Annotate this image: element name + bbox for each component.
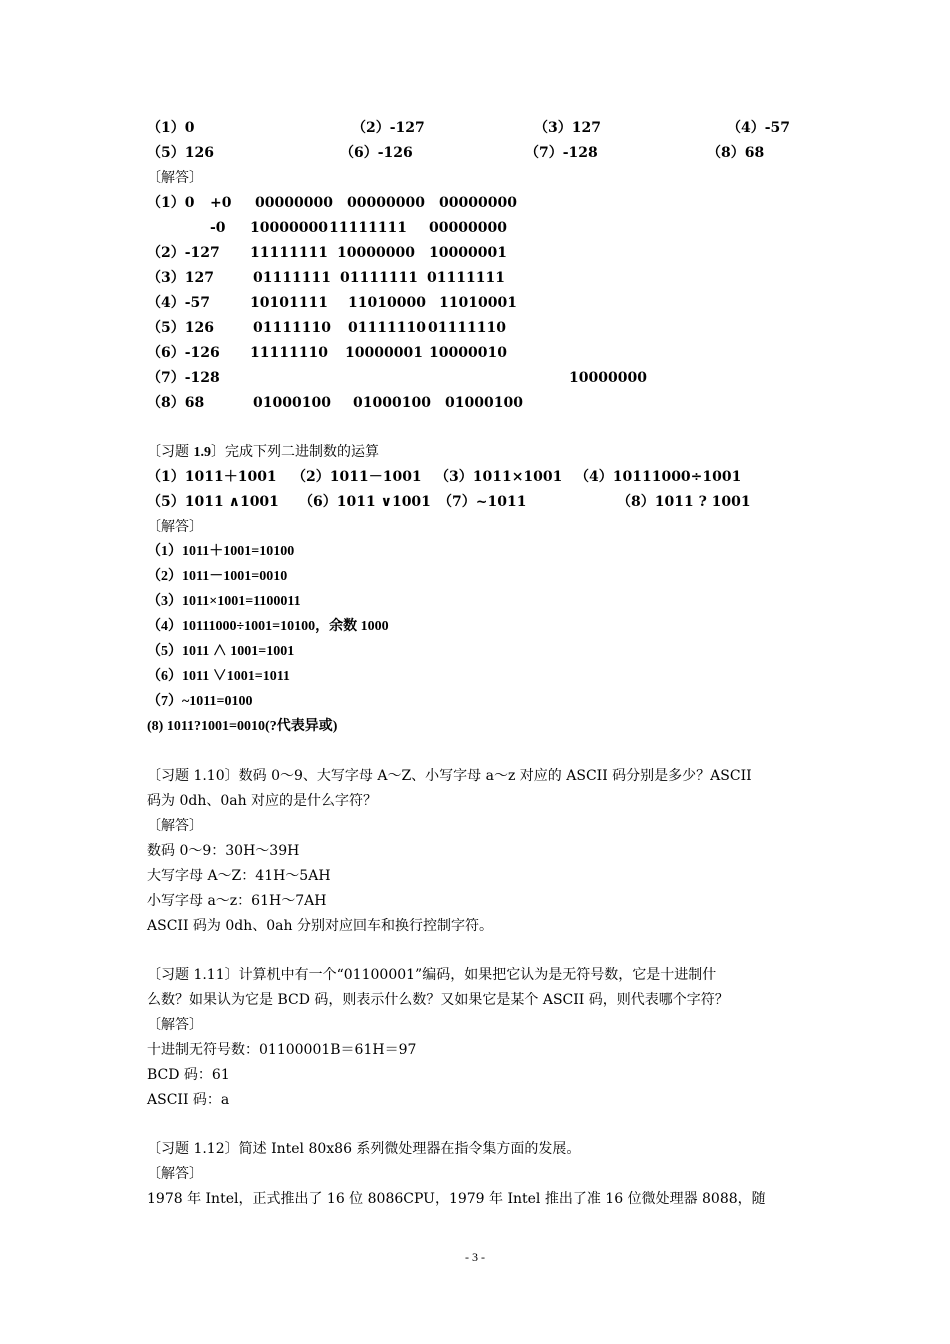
p18-answer-row-7	[147, 341, 647, 365]
p18-answer-row-9	[147, 391, 647, 415]
page-number: - 3 -	[465, 1250, 485, 1264]
answer-val: 10000000	[250, 220, 328, 236]
p19-title-prefix: 〔习题	[147, 444, 194, 460]
p111-answer-1: 十进制无符号数：01100001B＝61H＝97	[147, 1042, 417, 1058]
p19-answer-1: （1）1011＋1001=10100	[147, 544, 295, 559]
p18-q6: （6）-126	[340, 145, 413, 161]
p19-q4: （4）10111000÷1001	[575, 469, 742, 485]
p19-answer-label: 〔解答〕	[147, 519, 203, 535]
p19-answer-2: （2）1011－1001=0010	[147, 569, 288, 584]
p19-question-row-2	[147, 490, 827, 514]
answer-val: 10101111	[250, 295, 328, 311]
p18-q2: （2）-127	[352, 120, 425, 136]
answer-label: （2）-127	[147, 245, 220, 261]
p18-answer-label: 〔解答〕	[147, 170, 203, 186]
answer-label: （4）-57	[147, 295, 211, 311]
p19-q3: （3）1011×1001	[435, 469, 563, 485]
answer-label: （3）127	[147, 270, 214, 286]
p19-q1: （1）1011＋1001	[147, 469, 277, 485]
p19-answer-5: （5）1011 ∧ 1001=1001	[147, 644, 295, 659]
p18-answer-row-8	[147, 366, 647, 390]
p18-question-row-1	[147, 116, 827, 140]
p19-answer-7: （7）~1011=0100	[147, 694, 253, 709]
answer-val: 01111111	[340, 270, 418, 286]
p18-answer-row-5	[147, 291, 647, 315]
p18-question-row-2	[147, 141, 827, 165]
p18-q4: （4）-57	[727, 120, 791, 136]
p19-answer-4: （4）10111000÷1001=10100，余数 1000	[147, 619, 389, 634]
p110-answer-3: 小写字母 a～z：61H～7AH	[147, 893, 327, 909]
answer-val: 01111110	[253, 320, 331, 336]
p111-answer-2: BCD 码：61	[147, 1067, 230, 1083]
answer-sub: -0	[210, 220, 226, 236]
p112-question-line-1: 〔习题 1.12〕简述 Intel 80x86 系列微处理器在指令集方面的发展。	[147, 1141, 581, 1157]
p18-answer-row-1	[147, 191, 647, 215]
p18-answer-row-4	[147, 266, 647, 290]
p18-q7: （7）-128	[525, 145, 598, 161]
p19-answer-6: （6）1011 ∨1001=1011	[147, 669, 290, 684]
answer-val: 10000000	[569, 370, 647, 386]
answer-val: 01111110	[348, 320, 426, 336]
answer-val: 00000000	[429, 220, 507, 236]
answer-val: 01000100	[253, 395, 331, 411]
answer-label: （5）126	[147, 320, 214, 336]
answer-val: 00000000	[255, 195, 333, 211]
p19-title-suffix: 〕完成下列二进制数的运算	[210, 444, 379, 460]
answer-val: 11111111	[250, 245, 328, 261]
p110-question-line-2: 码为 0dh、0ah 对应的是什么字符？	[147, 793, 378, 809]
answer-val: 01111111	[427, 270, 505, 286]
answer-val: 01000100	[353, 395, 431, 411]
answer-val: 01111110	[428, 320, 506, 336]
p19-q5: （5）1011 ∧1001	[147, 494, 279, 510]
p19-q8: （8）1011 ? 1001	[617, 494, 751, 510]
p18-q8: （8）68	[707, 145, 765, 161]
p19-title	[147, 440, 817, 465]
answer-val: 11010000	[348, 295, 426, 311]
answer-val: 10000010	[429, 345, 507, 361]
answer-sub: +0	[210, 195, 232, 211]
p18-answer-row-2	[147, 216, 647, 240]
p19-answer-3: （3）1011×1001=1100011	[147, 594, 301, 609]
p111-answer-3: ASCII 码：a	[147, 1092, 230, 1108]
p18-q5: （5）126	[147, 145, 214, 161]
p110-answer-2: 大写字母 A～Z：41H～5AH	[147, 868, 331, 884]
p110-answer-4: ASCII 码为 0dh、0ah 分别对应回车和换行控制字符。	[147, 918, 493, 934]
answer-val: 11111111	[329, 220, 407, 236]
p110-answer-label: 〔解答〕	[147, 818, 203, 834]
p112-answer-1: 1978 年 Intel，正式推出了 16 位 8086CPU，1979 年 Intel 推出了准 16 位微处理器 8088，随	[147, 1191, 766, 1207]
answer-label: （6）-126	[147, 345, 220, 361]
answer-val: 01111111	[253, 270, 331, 286]
p110-answer-1: 数码 0～9：30H～39H	[147, 843, 300, 859]
p18-q1: （1）0	[147, 120, 195, 136]
p19-q6: （6）1011 ∨1001	[299, 494, 431, 510]
answer-val: 11010001	[439, 295, 517, 311]
answer-label: （7）-128	[147, 370, 220, 386]
p111-question-line-1: 〔习题 1.11〕计算机中有一个“01100001”编码，如果把它认为是无符号数，它是十进制什	[147, 967, 717, 983]
p19-q7: （7）~1011	[438, 494, 527, 510]
p19-question-row-1	[147, 465, 827, 489]
p110-question-line-1: 〔习题 1.10〕数码 0～9、大写字母 A～Z、小写字母 a～z 对应的 ASCII 码分别是多少？ASCII	[147, 768, 752, 784]
answer-val: 10000001	[429, 245, 507, 261]
answer-val: 11111110	[250, 345, 328, 361]
answer-val: 00000000	[439, 195, 517, 211]
p18-q3: （3）127	[534, 120, 601, 136]
answer-val: 01000100	[445, 395, 523, 411]
p19-title-num: 1.9	[193, 445, 211, 460]
p111-answer-label: 〔解答〕	[147, 1017, 203, 1033]
p19-answer-8: (8) 1011?1001=0010(?代表异或)	[147, 719, 338, 734]
answer-label: （8）68	[147, 395, 205, 411]
answer-label: （1）0	[147, 195, 195, 211]
answer-val: 10000001	[345, 345, 423, 361]
p18-answer-row-3	[147, 241, 647, 265]
p112-answer-label: 〔解答〕	[147, 1166, 203, 1182]
p18-answer-row-6	[147, 316, 647, 340]
p111-question-line-2: 么数？如果认为它是 BCD 码，则表示什么数？又如果它是某个 ASCII 码，则代表哪个字符？	[147, 992, 729, 1008]
answer-val: 10000000	[337, 245, 415, 261]
answer-val: 00000000	[347, 195, 425, 211]
p19-q2: （2）1011－1001	[292, 469, 422, 485]
